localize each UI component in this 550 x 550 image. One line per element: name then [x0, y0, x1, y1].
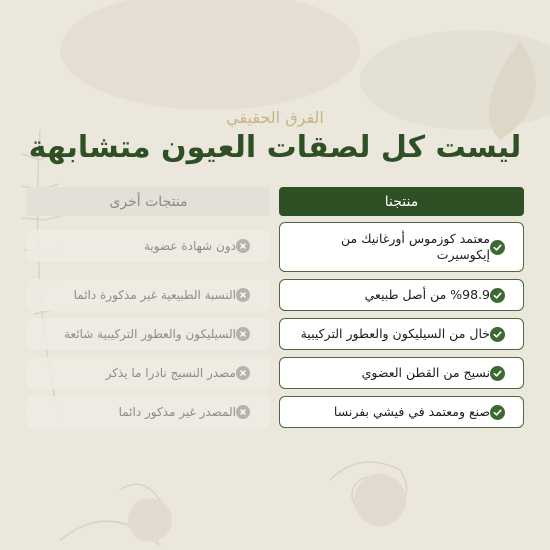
- ours-row-text: صنع ومعتمد في فيشي بفرنسا: [333, 403, 490, 419]
- ours-row: [279, 318, 524, 350]
- column-header-ours: منتجنا: [279, 187, 524, 216]
- x-circle-icon: [236, 239, 250, 253]
- ours-row-text: %98.9 من أصل طبيعي: [364, 286, 490, 302]
- other-row-text: المصدر غير مذكور دائما: [118, 405, 236, 419]
- section-eyebrow: الفرق الحقيقي: [226, 108, 324, 127]
- x-circle-icon: [236, 366, 250, 380]
- ours-row-text: خال من السيليكون والعطور التركيبية: [300, 325, 490, 341]
- ours-row: [279, 279, 524, 311]
- ours-row: [279, 396, 524, 428]
- other-row: [27, 396, 270, 428]
- ours-row: [279, 222, 524, 272]
- other-row-text: مصدر النسيج نادرا ما يذكر: [105, 366, 236, 380]
- x-circle-icon: [236, 405, 250, 419]
- check-circle-icon: [490, 405, 505, 420]
- other-row: [27, 230, 270, 262]
- check-circle-icon: [490, 327, 505, 342]
- other-row: [27, 279, 270, 311]
- check-circle-icon: [490, 240, 505, 255]
- column-header-other: منتجات أخرى: [27, 187, 270, 216]
- other-row-text: دون شهادة عضوية: [144, 239, 236, 253]
- ours-row: [279, 357, 524, 389]
- other-row: [27, 318, 270, 350]
- other-row-text: النسبة الطبيعية غير مذكورة دائما: [73, 288, 236, 302]
- check-circle-icon: [490, 366, 505, 381]
- ours-row-text: معتمد كوزموس أورغانيك من إيكوسيرت: [341, 230, 490, 262]
- x-circle-icon: [236, 327, 250, 341]
- page-title: ليست كل لصقات العيون متشابهة: [28, 130, 522, 165]
- check-circle-icon: [490, 288, 505, 303]
- ours-row-text: نسيج من القطن العضوي: [361, 364, 490, 380]
- other-row: [27, 357, 270, 389]
- x-circle-icon: [236, 288, 250, 302]
- other-row-text: السيليكون والعطور التركيبية شائعة: [64, 327, 236, 341]
